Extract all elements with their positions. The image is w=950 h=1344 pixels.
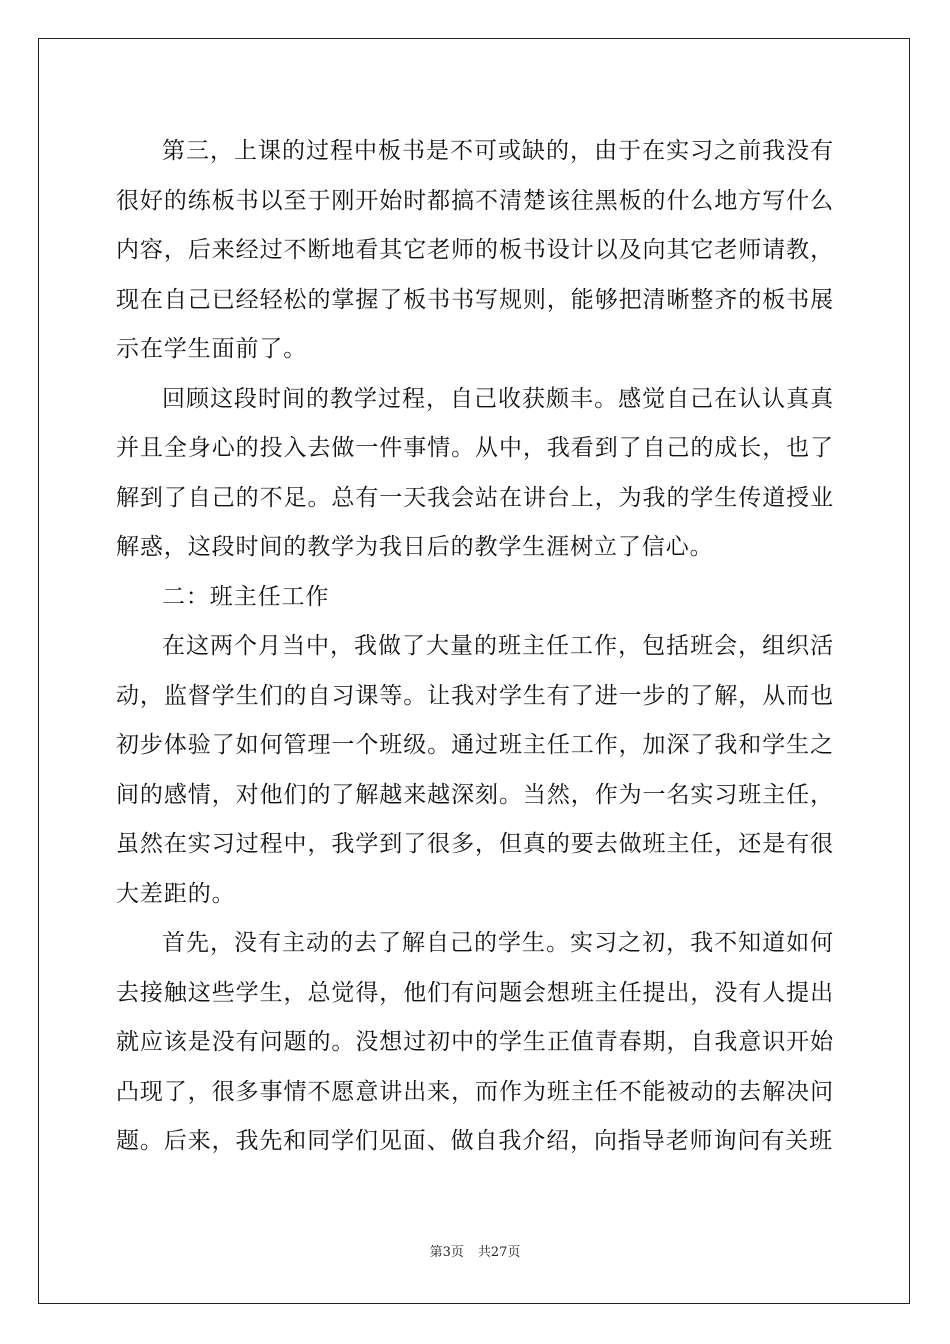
document-body bbox=[116, 127, 834, 1167]
paragraph-understanding-students: 首先，没有主动的去了解自己的学生。实习之初，我不知道如何去接触这些学生，总觉得，他们有问题会想班主任提出，没有人提出就应该是没有问题的。没想过初中的学生正值青春期，自我意识开始凸现了，很多事情不愿意讲出来，而作为班主任不能被动的去解决问题。后来，我先和同学们见面、做自我介绍，向指导老师询问有关班 bbox=[116, 930, 834, 1154]
page-number: 第3页 bbox=[429, 1245, 464, 1260]
section-heading-class-teacher: 二：班主任工作 bbox=[162, 583, 330, 610]
paragraph-blackboard-writing: 第三，上课的过程中板书是不可或缺的，由于在实习之前我没有很好的练板书以至于刚开始时都搞不清楚该往黑板的什么地方写什么内容，后来经过不断地看其它老师的板书设计以及向其它老师请教，现在自己已经轻松的掌握了板书书写规则，能够把清晰整齐的板书展示在学生面前了。 bbox=[116, 138, 834, 362]
page-footer bbox=[0, 1244, 950, 1262]
total-pages: 共27页 bbox=[477, 1245, 521, 1260]
paragraph-teaching-review: 回顾这段时间的教学过程，自己收获颇丰。感觉自己在认认真真并且全身心的投入去做一件事情。从中，我看到了自己的成长，也了解到了自己的不足。总有一天我会站在讲台上，为我的学生传道授业解惑，这段时间的教学为我日后的教学生涯树立了信心。 bbox=[116, 385, 834, 560]
paragraph-class-teacher-work: 在这两个月当中，我做了大量的班主任工作，包括班会，组织活动，监督学生们的自习课等。让我对学生有了进一步的了解，从而也初步体验了如何管理一个班级。通过班主任工作，加深了我和学生之间的感情，对他们的了解越来越深刻。当然，作为一名实习班主任，虽然在实习过程中，我学到了很多，但真的要去做班主任，还是有很大差距的。 bbox=[116, 633, 834, 907]
